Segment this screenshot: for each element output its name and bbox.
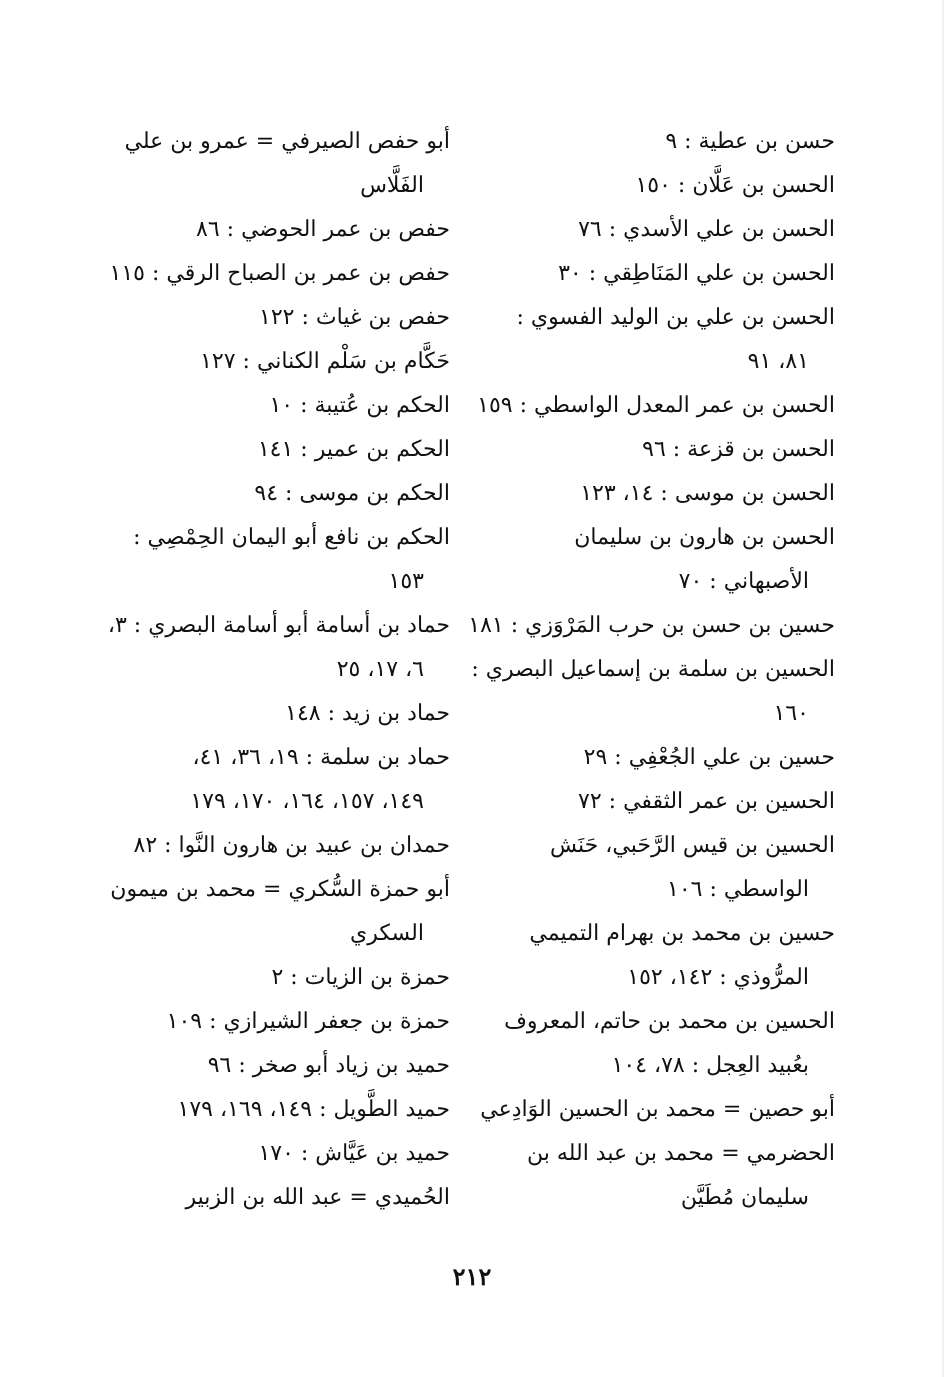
index-entry [100, 120, 450, 208]
index-entry-text: الحكم بن نافع أبو اليمان الحِمْصِي : [133, 525, 450, 550]
index-entry-text: الحسن بن قزعة : ٩٦ [642, 437, 835, 462]
index-entry-text: الحسن بن علي المَنَاطِقي : ٣٠ [558, 261, 835, 286]
index-entry-text: حمدان بن عبيد بن هارون النَّوا : ٨٢ [133, 833, 450, 858]
index-entry [490, 824, 835, 912]
index-entry [100, 692, 450, 736]
index-entry-text: الحسين بن محمد بن حاتم، المعروف [504, 1009, 835, 1034]
index-entry-continuation: ٨١، ٩١ [747, 349, 809, 374]
index-entry-text: الحسن بن موسى : ١٤، ١٢٣ [580, 481, 835, 506]
index-entry-text: حفص بن غياث : ١٢٢ [259, 305, 450, 330]
index-entry-text: الحكم بن عُتيبة : ١٠ [269, 393, 450, 418]
index-entry-text: الحسن بن علي الأسدي : ٧٦ [578, 217, 835, 242]
index-entry-continuation: السكري [350, 921, 424, 946]
index-entry [100, 1176, 450, 1220]
index-entry-text: حماد بن أسامة أبو أسامة البصري : ٣، [107, 613, 450, 638]
index-entry-text: حَكَّام بن سَلْم الكناني : ١٢٧ [200, 349, 450, 374]
index-entry-text: حفص بن عمر بن الصباح الرقي : ١١٥ [109, 261, 450, 286]
page-number: ٢١٢ [452, 1262, 492, 1291]
index-entry-text: الحسين بن قيس الرَّحَبي، حَنَش [550, 833, 835, 858]
index-entry-text: حمزة بن جعفر الشيرازي : ١٠٩ [166, 1009, 450, 1034]
index-column-left [100, 120, 450, 1220]
index-entry [100, 428, 450, 472]
index-entry [468, 604, 835, 648]
index-entry [100, 868, 450, 956]
index-entry [490, 736, 835, 780]
index-entry [490, 1132, 835, 1220]
index-entry-text: حسن بن عطية : ٩ [665, 129, 835, 154]
index-entry-text: حميد بن عَيَّاش : ١٧٠ [258, 1141, 450, 1166]
index-entry [100, 252, 450, 296]
index-entry-continuation: ١٤٩، ١٥٧، ١٦٤، ١٧٠، ١٧٩ [190, 789, 424, 814]
index-entry [490, 516, 835, 604]
index-entry [100, 472, 450, 516]
index-entry-text: حميد بن زياد أبو صخر : ٩٦ [207, 1053, 450, 1078]
index-entry [100, 824, 450, 868]
index-entry-text: الحسن بن علي بن الوليد الفسوي : [516, 305, 835, 330]
index-entry-continuation: سليمان مُطَيَّن [680, 1185, 809, 1210]
index-entry [490, 164, 835, 208]
index-entry-text: الحُميدي = عبد الله بن الزبير [185, 1185, 450, 1210]
index-entry-text: حسين بن علي الجُعْفِي : ٢٩ [583, 745, 835, 770]
index-column-right [468, 120, 835, 1220]
index-entry [490, 120, 835, 164]
index-entry-text: حسين بن محمد بن بهرام التميمي [529, 921, 835, 946]
index-entry-text: حسين بن حسن بن حرب المَرْوَزي : ١٨١ [468, 613, 835, 638]
index-entry [100, 208, 450, 252]
index-entry-text: الحسن بن هارون بن سليمان [574, 525, 835, 550]
index-entry [100, 1044, 450, 1088]
index-entry [477, 384, 835, 428]
index-entry-continuation: الأصبهاني : ٧٠ [678, 569, 809, 594]
index-entry-text: أبو حفص الصيرفي = عمرو بن علي [124, 129, 450, 154]
index-entry-continuation: الفَلَّاس [360, 173, 424, 198]
index-entry [490, 428, 835, 472]
index-entry-text: حماد بن سلمة : ١٩، ٣٦، ٤١، [192, 745, 450, 770]
index-entry-continuation: ١٦٠ [773, 701, 809, 726]
index-entry-text: حفص بن عمر الحوضي : ٨٦ [196, 217, 450, 242]
index-entry [490, 252, 835, 296]
index-entry-continuation: الواسطي : ١٠٦ [667, 877, 809, 902]
index-entry-text: حميد الطَّويل : ١٤٩، ١٦٩، ١٧٩ [177, 1097, 450, 1122]
index-entry [490, 1000, 835, 1088]
index-entry-text: الحكم بن عمير : ١٤١ [257, 437, 450, 462]
index-entry [490, 208, 835, 252]
index-entry [490, 472, 835, 516]
index-entry [100, 956, 450, 1000]
index-entry-text: الحسين بن سلمة بن إسماعيل البصري : [471, 657, 835, 682]
index-entry [100, 1132, 450, 1176]
index-entry-text: الحكم بن موسى : ٩٤ [254, 481, 450, 506]
index-entry-text: الحسن بن عَلَّان : ١٥٠ [635, 173, 835, 198]
index-entry [100, 604, 450, 692]
index-entry-text: الحسين بن عمر الثقفي : ٧٢ [578, 789, 835, 814]
index-entry-continuation: بعُبيد العِجل : ٧٨، ١٠٤ [611, 1053, 809, 1078]
index-entry-text: الحسن بن عمر المعدل الواسطي : ١٥٩ [477, 393, 835, 418]
index-entry [100, 340, 450, 384]
index-entry [100, 384, 450, 428]
index-entry [490, 780, 835, 824]
index-entry [100, 736, 450, 824]
index-entry-text: أبو حصين = محمد بن الحسين الوَادِعي [480, 1097, 835, 1122]
index-entry [480, 1088, 835, 1132]
index-entry-continuation: ١٥٣ [388, 569, 424, 594]
index-entry-continuation: المرُّوذي : ١٤٢، ١٥٢ [627, 965, 809, 990]
index-entry [100, 1000, 450, 1044]
index-entry [100, 296, 450, 340]
index-entry-text: حماد بن زيد : ١٤٨ [285, 701, 450, 726]
index-entry [471, 648, 835, 736]
index-entry-continuation: ٦، ١٧، ٢٥ [336, 657, 424, 682]
index-entry [490, 296, 835, 384]
index-entry-text: حمزة بن الزيات : ٢ [271, 965, 450, 990]
index-entry [100, 516, 450, 604]
index-entry [100, 1088, 450, 1132]
index-entry-text: الحضرمي = محمد بن عبد الله بن [527, 1141, 835, 1166]
index-entry [490, 912, 835, 1000]
index-entry-text: أبو حمزة السُّكري = محمد بن ميمون [110, 877, 450, 902]
